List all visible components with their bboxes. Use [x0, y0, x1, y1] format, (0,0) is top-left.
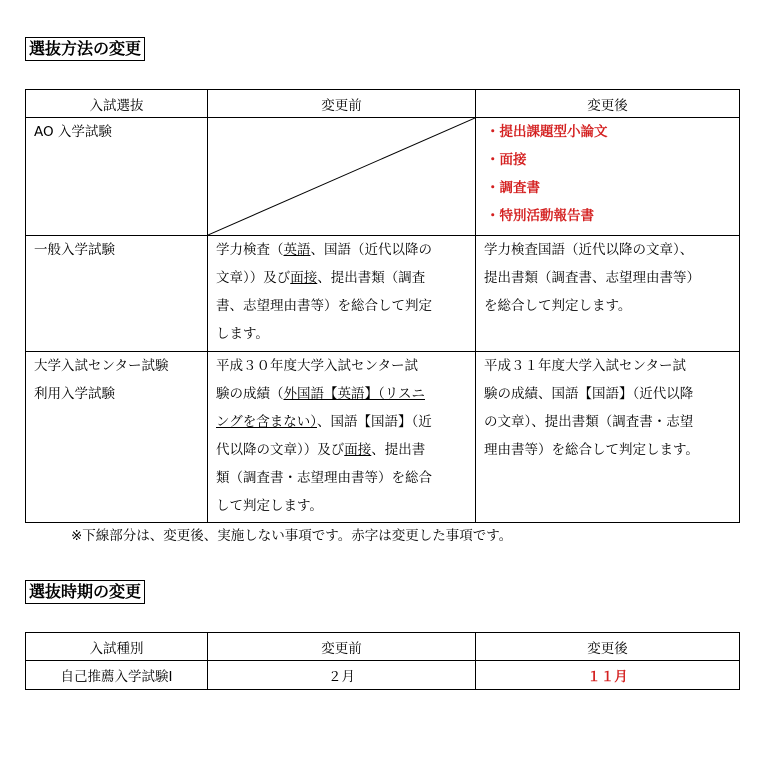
- text-line: 験の成績（外国語【英語】（リスニ: [216, 386, 425, 402]
- header-before: 変更前: [208, 90, 476, 118]
- cell-before-month: ２月: [208, 661, 476, 690]
- text-line: 大学入試センター試験: [34, 358, 169, 374]
- cell-after-month: １１月: [476, 661, 740, 690]
- cell-exam-name: 自己推薦入学試験Ⅰ: [26, 661, 208, 690]
- table-row-center: [26, 352, 740, 523]
- text-line: 文章））及び面接、提出書類（調査: [216, 270, 426, 286]
- cell-ao-name: [26, 118, 208, 236]
- text-line: 学力検査国語（近代以降の文章）、: [484, 242, 694, 258]
- selection-method-table: [25, 89, 740, 523]
- text-line: 学力検査（英語、国語（近代以降の: [216, 242, 432, 258]
- section-title-selection-method: 選抜方法の変更: [25, 37, 145, 61]
- text-line: 験の成績、国語【国語】（近代以降: [484, 386, 694, 402]
- text-line: の文章）、提出書類（調査書・志望: [484, 414, 694, 430]
- text-line: します。: [216, 326, 269, 342]
- list-item: ・面接: [486, 152, 527, 168]
- table-row-general: [26, 236, 740, 352]
- cell-general-name: [26, 236, 208, 352]
- text-line: して判定します。: [216, 498, 323, 514]
- general-name: 一般入学試験: [34, 242, 115, 258]
- header-after: 変更後: [476, 90, 740, 118]
- header-exam-type: 入試選抜: [26, 90, 208, 118]
- cell-ao-before: [208, 118, 476, 236]
- text-line: 書、志望理由書等）を総合して判定: [216, 298, 432, 314]
- cell-general-before: [208, 236, 476, 352]
- list-item: ・特別活動報告書: [486, 208, 594, 224]
- header-exam-kind: 入試種別: [26, 633, 208, 661]
- cell-center-before: [208, 352, 476, 523]
- text-line: ングを含まない）、国語【国語】（近: [216, 414, 432, 430]
- text-line: 代以降の文章））及び面接、提出書: [216, 442, 426, 458]
- table-row-ao: [26, 118, 740, 236]
- diagonal-slash: [208, 118, 475, 235]
- text-line: 平成３０年度大学入試センター試: [216, 358, 418, 374]
- selection-period-table: [25, 632, 740, 690]
- note-text: ※下線部分は、変更後、実施しない事項です。赤字は変更した事項です。: [71, 528, 513, 544]
- list-item: ・調査書: [486, 180, 540, 196]
- section-title-selection-period: 選抜時期の変更: [25, 580, 145, 604]
- text-line: 理由書等）を総合して判定します。: [484, 442, 699, 458]
- table-header-row: [26, 90, 740, 118]
- header-after: 変更後: [476, 633, 740, 661]
- text-line: 利用入学試験: [34, 386, 115, 402]
- cell-general-after: [476, 236, 740, 352]
- header-before: 変更前: [208, 633, 476, 661]
- text-line: 平成３１年度大学入試センター試: [484, 358, 686, 374]
- list-item: ・提出課題型小論文: [486, 124, 608, 140]
- text-line: を総合して判定します。: [484, 298, 632, 314]
- table-row: [26, 661, 740, 690]
- cell-ao-after: [476, 118, 740, 236]
- cell-center-name: [26, 352, 208, 523]
- cell-center-after: [476, 352, 740, 523]
- ao-name: AO 入学試験: [34, 124, 112, 140]
- table-header-row: [26, 633, 740, 661]
- text-line: 提出書類（調査書、志望理由書等）: [484, 270, 700, 286]
- text-line: 類（調査書・志望理由書等）を総合: [216, 470, 432, 486]
